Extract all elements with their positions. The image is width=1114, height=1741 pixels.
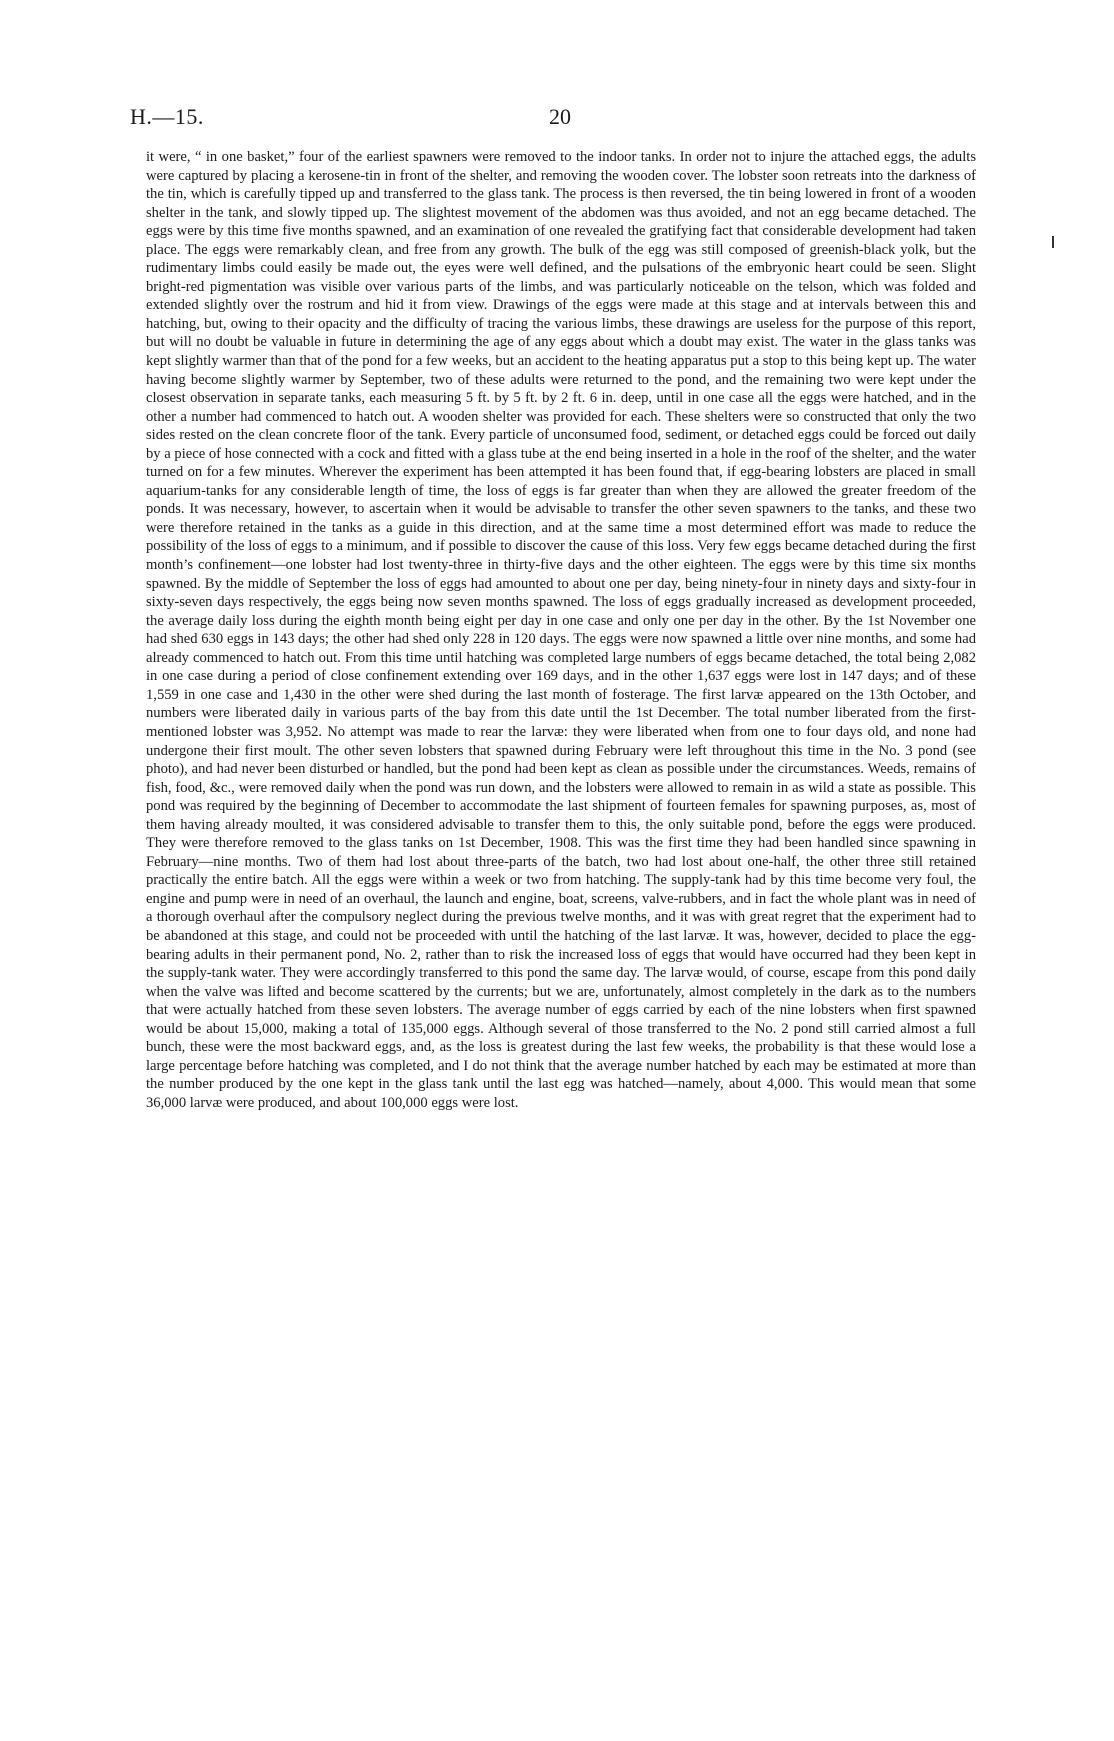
document-reference: H.—15. [130,104,204,129]
page-number: 20 [549,104,571,129]
page-header [130,104,990,136]
body-paragraph: it were, “ in one basket,” four of the earliest spawners were removed to the indoor tanks. In order not to injure the attached eggs, the adults were captured by placing a kerosene-tin in front of the shelter, and removing the wooden cover. The lobster soon retreats into the darkness of the tin, which is carefully tipped up and transferred to the glass tank. The process is then reversed, the tin being lowered in front of a wooden shelter in the tank, and slowly tipped up. The slightest movement of the abdomen was thus avoided, and not an egg became detached. The eggs were by this time five months spawned, and an examination of one revealed the gratifying fact that considerable development had taken place. The eggs were remarkably clean, and free from any growth. The bulk of the egg was still composed of greenish-black yolk, but the rudimentary limbs could easily be made out, the eyes were well defined, and the pulsations of the embryonic heart could be seen. Slight bright-red pigmentation was visible over various parts of the limbs, and was particularly noticeable on the telson, which was folded and extended slightly over the rostrum and hid it from view. Drawings of the eggs were made at this stage and at intervals between this and hatching, but, owing to their opacity and the difficulty of tracing the various limbs, these drawings are useless for the purpose of this report, but will no doubt be valuable in future in determining the age of any eggs about which a doubt may exist. The water in the glass tanks was kept slightly warmer than that of the pond for a few weeks, but an accident to the heating apparatus put a stop to this being kept up. The water having become slightly warmer by September, two of these adults were returned to the pond, and the remaining two were kept under the closest observation in separate tanks, each measuring 5 ft. by 5 ft. by 2 ft. 6 in. deep, until in one case all the eggs were hatched, and in the other a number had commenced to hatch out. A wooden shelter was provided for each. These shelters were so constructed that only the two sides rested on the clean concrete floor of the tank. Every particle of unconsumed food, sediment, or detached eggs could be forced out daily by a piece of hose connected with a cock and fitted with a glass tube at the end being inserted in a hole in the roof of the shelter, and the water turned on for a few minutes. Wherever the experiment has been attempted it has been found that, if egg-bearing lobsters are placed in small aquarium-tanks for any considerable length of time, the loss of eggs is far greater than when they are allowed the greater freedom of the ponds. It was necessary, however, to ascertain when it would be advisable to transfer the other seven spawners to the tanks, and these two were therefore retained in the tanks as a guide in this direction, and at the same time a most determined effort was made to reduce the possibility of the loss of eggs to a minimum, and if possible to discover the cause of this loss. Very few eggs became detached during the first month’s confinement—one lobster had lost twenty-three in thirty-five days and the other eighteen. The eggs were by this time six months spawned. By the middle of September the loss of eggs had amounted to about one per day, being ninety-four in ninety days and sixty-four in sixty-seven days respectively, the eggs being now seven months spawned. The loss of eggs gradually increased as development proceeded, the average daily loss during the eighth month being eight per day in one case and only one per day in the other. By the 1st November one had shed 630 eggs in 143 days; the other had shed only 228 in 120 days. The eggs were now spawned a little over nine months, and some had already commenced to hatch out. From this time until hatching was completed large numbers of eggs became detached, the total being 2,082 in one case during a period of close confinement extending over 169 days, and in the other 1,637 eggs were lost in 147 days; and of these 1,559 in one case and 1,430 in the other were shed during the last month of fosterage. The first larvæ appeared on the 13th October, and numbers were liberated daily in various parts of the bay from this date until the 1st December. The total number liberated from the first-mentioned lobster was 3,952. No attempt was made to rear the larvæ: they were liberated when from one to four days old, and none had undergone their first moult. The other seven lobsters that spawned during February were left throughout this time in the No. 3 pond (see photo), and had never been disturbed or handled, but the pond had been kept as clean as possible under the circumstances. Weeds, remains of fish, food, &c., were removed daily when the pond was run down, and the lobsters were allowed to remain in as wild a state as possible. This pond was required by the beginning of December to accommodate the last shipment of fourteen females for spawning purposes, as, most of them having already moulted, it was considered advisable to transfer them to this, the only suitable pond, before the eggs were produced. They were therefore removed to the glass tanks on 1st December, 1908. This was the first time they had been handled since spawning in February—nine months. Two of them had lost about three-parts of the batch, two had lost about one-half, the other three still retained practically the entire batch. All the eggs were within a week or two from hatching. The supply-tank had by this time become very foul, the engine and pump were in need of an overhaul, the launch and engine, boat, screens, valve-rubbers, and in fact the whole plant was in need of a thorough overhaul after the compulsory neglect during the previous twelve months, and it was with great regret that the experiment had to be abandoned at this stage, and could not be proceeded with until the hatching of the last larvæ. It was, however, decided to place the egg-bearing adults in their permanent pond, No. 2, rather than to risk the increased loss of eggs that would have occurred had they been kept in the supply-tank water. They were accordingly transferred to this pond the same day. The larvæ would, of course, escape from this pond daily when the valve was lifted and become scattered by the currents; but we are, unfortunately, almost completely in the dark as to the numbers that were actually hatched from these seven lobsters. The average number of eggs carried by each of the nine lobsters when first spawned would be about 15,000, making a total of 135,000 eggs. Although several of those transferred to the No. 2 pond still carried almost a full bunch, these were the most backward eggs, and, as the loss is greatest during the last few weeks, the probability is that these would lose a large percentage before hatching was completed, and I do not think that the average number hatched by each may be estimated at more than the number produced by the one kept in the glass tank until the last egg was hatched—namely, about 4,000. This would mean that some 36,000 larvæ were produced, and about 100,000 eggs were lost. [146,149,976,1111]
margin-mark [1052,236,1054,248]
